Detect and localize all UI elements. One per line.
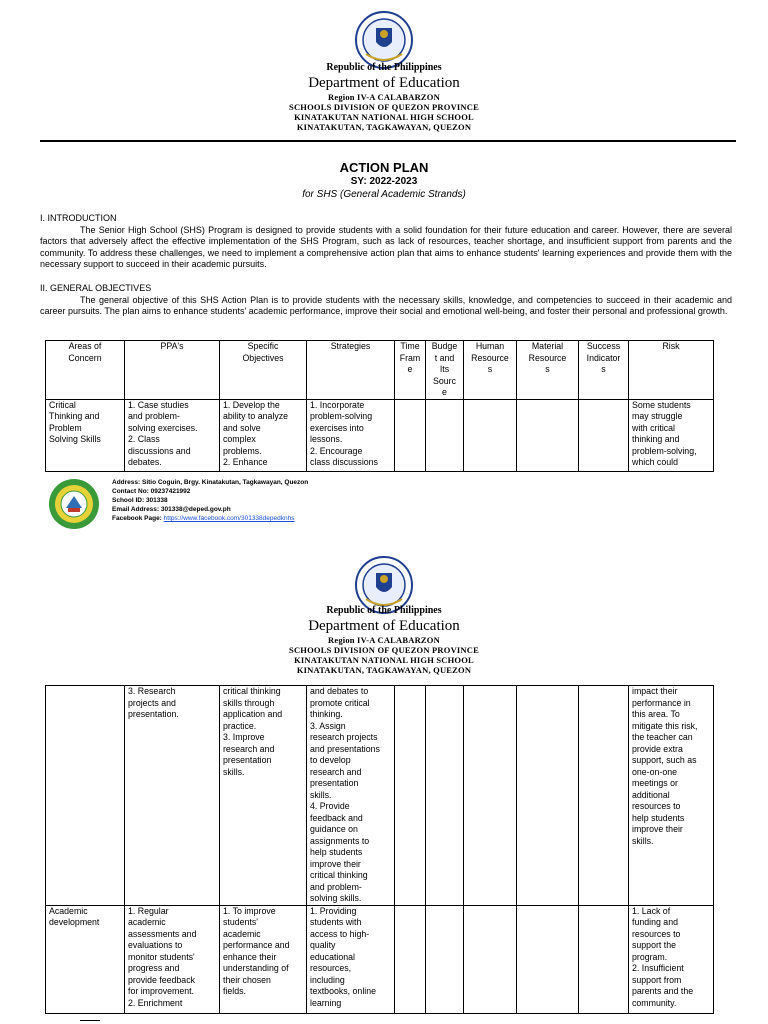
table-cell — [579, 399, 629, 471]
school-text: KINATAKUTAN NATIONAL HIGH SCHOOL — [294, 112, 474, 122]
facebook-label: Facebook Page: — [112, 515, 164, 522]
contact-info — [112, 478, 308, 523]
footer-contact: Contact No: 09237421992 — [112, 488, 191, 495]
table-cell — [426, 686, 464, 906]
table-cell: 1. Develop the ability to analyze and solve complex problems. 2. Enhance — [220, 399, 307, 471]
school-address-text: KINATAKUTAN, TAGKAWAYAN, QUEZON — [296, 122, 472, 132]
department-text: Department of Education — [308, 75, 460, 91]
introduction-section — [40, 213, 732, 271]
footer-school-id: School ID: 301338 — [112, 497, 168, 504]
footer-address: Address: Sitio Coguin, Brgy. Kinatakutan, Tagkawayan, Quezon — [112, 479, 309, 486]
action-plan-table-page-1 — [45, 340, 714, 472]
header-human-resources: Human Resource s — [464, 341, 517, 400]
letterhead-page-1 — [0, 62, 768, 132]
letterhead-page-2 — [0, 605, 768, 675]
introduction-text: The Senior High School (SHS) Program is designed to provide students with a solid foundation for their future education and career. However, there are several factors that adversely affect the effective implementation of the SHS Program, such as lack of resources, teacher shortage, and insufficient support from parents and the community. To address these challenges, we need to implement a comprehensive action plan that aims to enhance students' learning experiences and provide them with the necessary support to succeed in their academic pursuits. — [40, 224, 732, 269]
school-text: KINATAKUTAN NATIONAL HIGH SCHOOL — [294, 655, 474, 665]
footer-page-1 — [48, 478, 748, 534]
strand-subtitle: for SHS (General Academic Strands) — [302, 189, 466, 200]
school-year-text: SY: 2022-2023 — [350, 176, 418, 187]
header-material-resources: Material Resource s — [517, 341, 579, 400]
objectives-heading: II. GENERAL OBJECTIVES — [40, 283, 152, 293]
deped-seal-icon — [354, 10, 414, 70]
table-cell: 3. Research projects and presentation. — [125, 686, 220, 906]
header-areas-of-concern: Areas of Concern — [46, 341, 125, 400]
table-cell: impact their performance in this area. To mitigate this risk, the teacher can provide extra support, such as one-on-one meetings or additional resources to help students improve their skills. — [629, 686, 714, 906]
table-header-row — [46, 341, 714, 400]
action-plan-table-page-2 — [45, 685, 714, 1014]
school-address-text: KINATAKUTAN, TAGKAWAYAN, QUEZON — [296, 665, 472, 675]
table-cell — [395, 686, 426, 906]
republic-text: Republic of the Philippines — [326, 605, 442, 616]
table-row — [46, 686, 714, 906]
table-cell — [517, 905, 579, 1013]
table-cell: Academic development — [46, 905, 125, 1013]
table-cell: 1. Incorporate problem-solving exercises into lessons. 2. Encourage class discussions — [307, 399, 395, 471]
table-cell — [464, 686, 517, 906]
table-cell: 1. Providing students with access to high- quality educational resources, including textbooks, online learning — [307, 905, 395, 1013]
division-text: SCHOOLS DIVISION OF QUEZON PROVINCE — [289, 102, 479, 112]
region-text: Region IV-A CALABARZON — [328, 635, 440, 645]
school-logo-icon — [48, 478, 100, 530]
objectives-section — [40, 283, 732, 318]
region-text: Region IV-A CALABARZON — [328, 92, 440, 102]
footer-facebook — [112, 514, 308, 523]
table-cell — [464, 905, 517, 1013]
header-specific-objectives: Specific Objectives — [220, 341, 307, 400]
header-risk: Risk — [629, 341, 714, 400]
table-cell: Critical Thinking and Problem Solving Skills — [46, 399, 125, 471]
facebook-link[interactable]: https://www.facebook.com/301338depedknhs — [163, 515, 295, 522]
header-time-frame: Time Fram e — [395, 341, 426, 400]
header-divider — [40, 140, 736, 142]
table-cell — [426, 905, 464, 1013]
table-cell: 1. To improve students' academic performance and enhance their understanding of their chosen fields. — [220, 905, 307, 1013]
page-2-footer-rule — [80, 1020, 100, 1021]
republic-text: Republic of the Philippines — [326, 62, 442, 73]
table-cell — [395, 399, 426, 471]
header-budget: Budge t and Its Sourc e — [426, 341, 464, 400]
table-cell — [579, 686, 629, 906]
objectives-text: The general objective of this SHS Action Plan is to provide students with the necessary skills, knowledge, and competencies to succeed in their academic and career pursuits. The plan aims to enhance students' academic performance, improve their social and emotional well-being, and foster their personal and professional growth. — [40, 294, 732, 316]
table-cell — [46, 686, 125, 906]
header-strategies: Strategies — [307, 341, 395, 400]
table-cell: Some students may struggle with critical thinking and problem-solving, which could — [629, 399, 714, 471]
table-cell — [395, 905, 426, 1013]
department-text: Department of Education — [308, 618, 460, 634]
footer-email: Email Address: 301338@deped.gov.ph — [112, 506, 231, 513]
table-cell — [517, 686, 579, 906]
table-cell — [426, 399, 464, 471]
table-cell — [579, 905, 629, 1013]
table-cell — [464, 399, 517, 471]
header-ppas: PPA's — [125, 341, 220, 400]
table-row — [46, 399, 714, 471]
introduction-heading: I. INTRODUCTION — [40, 213, 117, 223]
action-plan-title: ACTION PLAN — [339, 160, 429, 175]
table-cell: and debates to promote critical thinking. 3. Assign research projects and presentations to develop research and presentation skills. 4. Provide feedback and guidance on assignments to help students improve their critical thinking and problem- solving skills. — [307, 686, 395, 906]
table-cell: 1. Lack of funding and resources to support the program. 2. Insufficient support from parents and the community. — [629, 905, 714, 1013]
table-cell: critical thinking skills through application and practice. 3. Improve research and presentation skills. — [220, 686, 307, 906]
document-title — [0, 160, 768, 201]
table-cell: 1. Regular academic assessments and evaluations to monitor students' progress and provide feedback for improvement. 2. Enrichment — [125, 905, 220, 1013]
division-text: SCHOOLS DIVISION OF QUEZON PROVINCE — [289, 645, 479, 655]
table-row — [46, 905, 714, 1013]
table-cell: 1. Case studies and problem- solving exercises. 2. Class discussions and debates. — [125, 399, 220, 471]
header-success-indicators: Success Indicator s — [579, 341, 629, 400]
table-cell — [517, 399, 579, 471]
